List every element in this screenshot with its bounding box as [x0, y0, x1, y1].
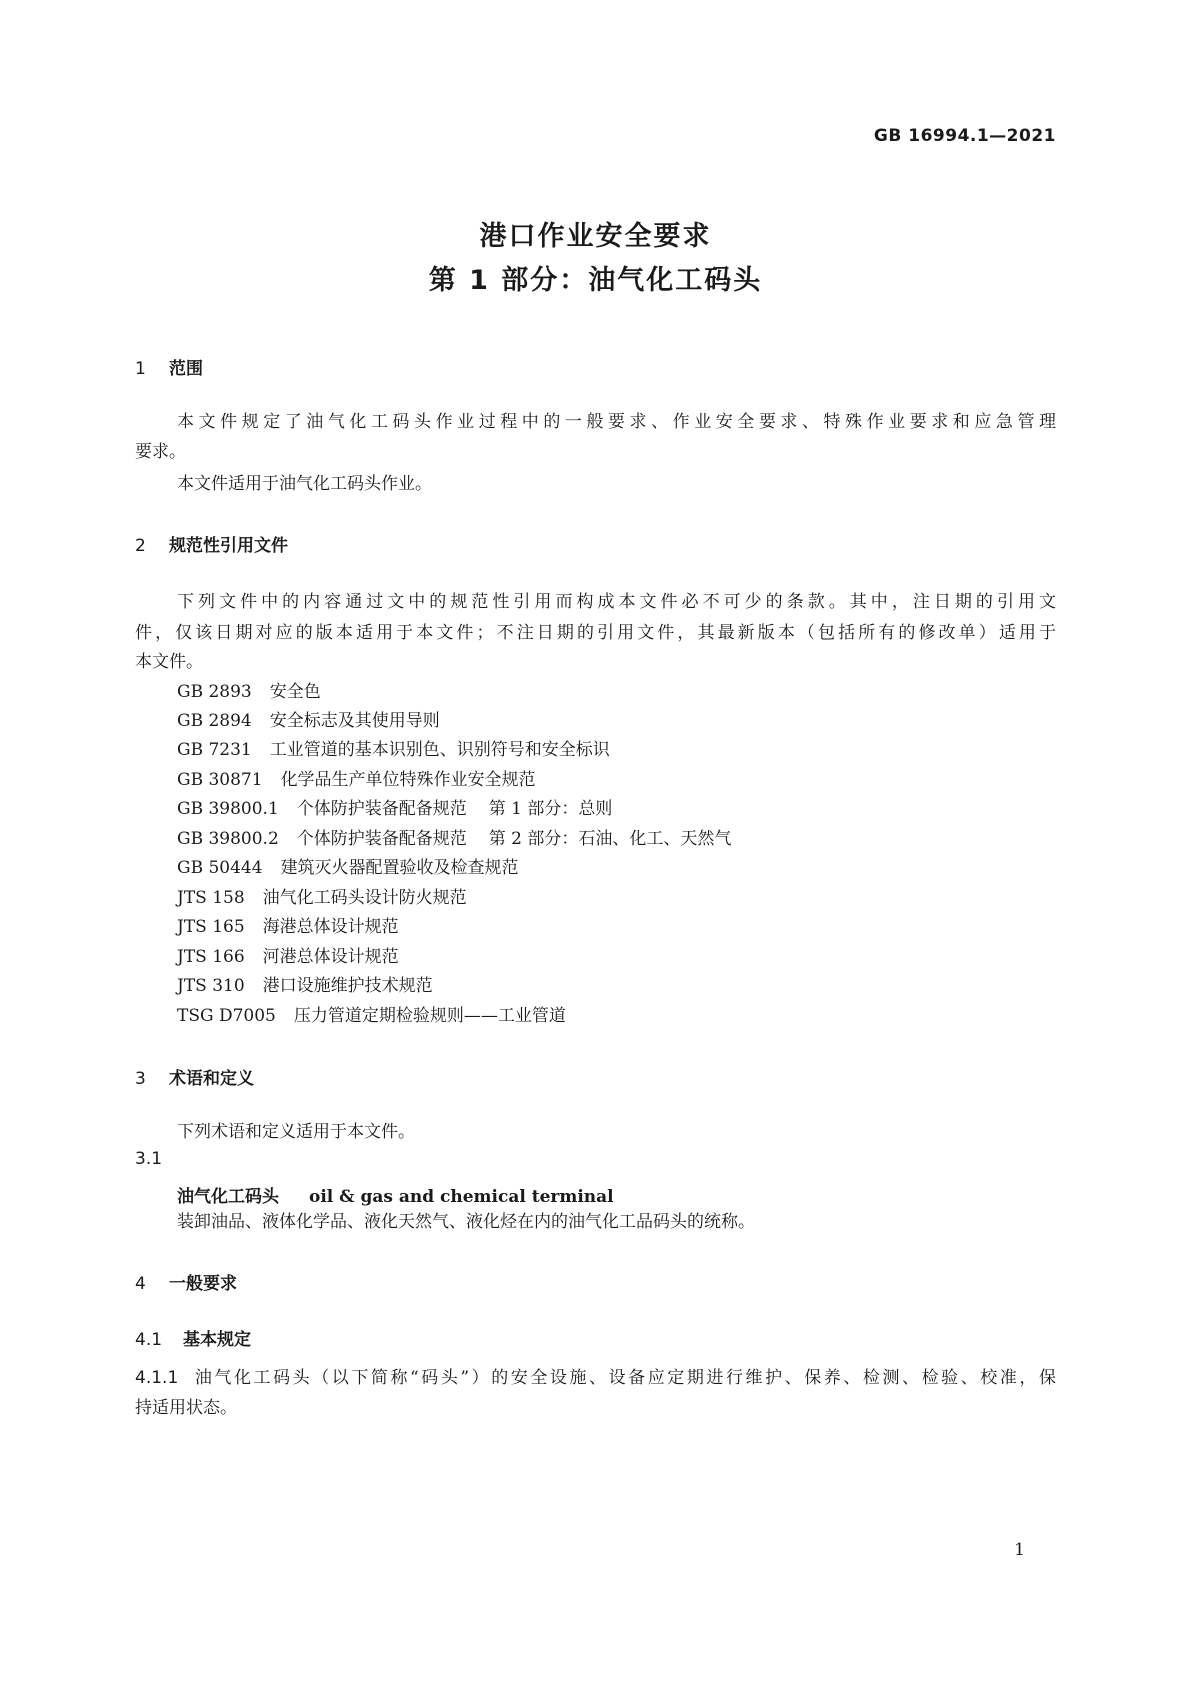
paragraph: 本文件。 [135, 652, 203, 672]
document-subtitle: 第 1 部分：油气化工码头 [428, 265, 763, 296]
paragraph: 件，仅该日期对应的版本适用于本文件；不注日期的引用文件，其最新版本（包括所有的修改单）适用于 [135, 623, 1056, 643]
reference-item: GB 2894 安全标志及其使用导则 [177, 711, 440, 731]
reference-item: JTS 165 海港总体设计规范 [177, 917, 399, 937]
section-4-heading [135, 1269, 237, 1294]
paragraph: 下列术语和定义适用于本文件。 [177, 1122, 415, 1142]
section-number: 1 [135, 359, 146, 379]
term-chinese: 油气化工码头 [177, 1187, 279, 1207]
clause-number: 4.1.1 [135, 1368, 179, 1388]
paragraph: 持适用状态。 [135, 1398, 237, 1418]
section-3-heading [135, 1064, 254, 1089]
document-title: 港口作业安全要求 [479, 221, 712, 252]
section-title: 规范性引用文件 [169, 536, 288, 556]
reference-item: GB 2893 安全色 [177, 682, 321, 702]
reference-item: GB 50444 建筑灭火器配置验收及检查规范 [177, 858, 519, 878]
reference-item: JTS 310 港口设施维护技术规范 [177, 976, 433, 996]
section-title: 一般要求 [169, 1274, 237, 1294]
clause-text: 油气化工码头（以下简称“码头”）的安全设施、设备应定期进行维护、保养、检测、检验、校准，保 [192, 1368, 1056, 1388]
section-1-heading [135, 354, 203, 379]
subsection-4-1-heading [135, 1325, 251, 1350]
page-number: 1 [1014, 1540, 1025, 1560]
reference-item: GB 39800.1 个体防护装备配备规范 第 1 部分：总则 [177, 799, 613, 819]
reference-item: JTS 166 河港总体设计规范 [177, 947, 399, 967]
reference-item: GB 7231 工业管道的基本识别色、识别符号和安全标识 [177, 740, 610, 760]
paragraph: 要求。 [135, 442, 186, 462]
term-entry [177, 1182, 614, 1207]
standard-code: GB 16994.1—2021 [873, 126, 1056, 146]
subsection-number: 4.1 [135, 1330, 163, 1350]
reference-item: JTS 158 油气化工码头设计防火规范 [177, 888, 467, 908]
reference-item: TSG D7005 压力管道定期检验规则——工业管道 [177, 1006, 566, 1026]
clause-paragraph [135, 1362, 1056, 1394]
section-title: 范围 [169, 359, 203, 379]
reference-item: GB 30871 化学品生产单位特殊作业安全规范 [177, 770, 536, 790]
term-number: 3.1 [135, 1149, 163, 1169]
section-number: 3 [135, 1069, 146, 1089]
term-english: oil & gas and chemical terminal [309, 1187, 614, 1207]
section-number: 2 [135, 536, 146, 556]
section-number: 4 [135, 1274, 146, 1294]
paragraph: 本文件适用于油气化工码头作业。 [177, 474, 432, 494]
paragraph: 本文件规定了油气化工码头作业过程中的一般要求、作业安全要求、特殊作业要求和应急管理 [177, 412, 1056, 432]
term-definition: 装卸油品、液体化学品、液化天然气、液化烃在内的油气化工品码头的统称。 [177, 1212, 755, 1232]
paragraph: 下列文件中的内容通过文中的规范性引用而构成本文件必不可少的条款。其中，注日期的引用文 [177, 592, 1056, 612]
section-title: 术语和定义 [169, 1069, 254, 1089]
section-2-heading [135, 531, 288, 556]
reference-item: GB 39800.2 个体防护装备配备规范 第 2 部分：石油、化工、天然气 [177, 829, 732, 849]
subsection-title: 基本规定 [183, 1330, 251, 1350]
